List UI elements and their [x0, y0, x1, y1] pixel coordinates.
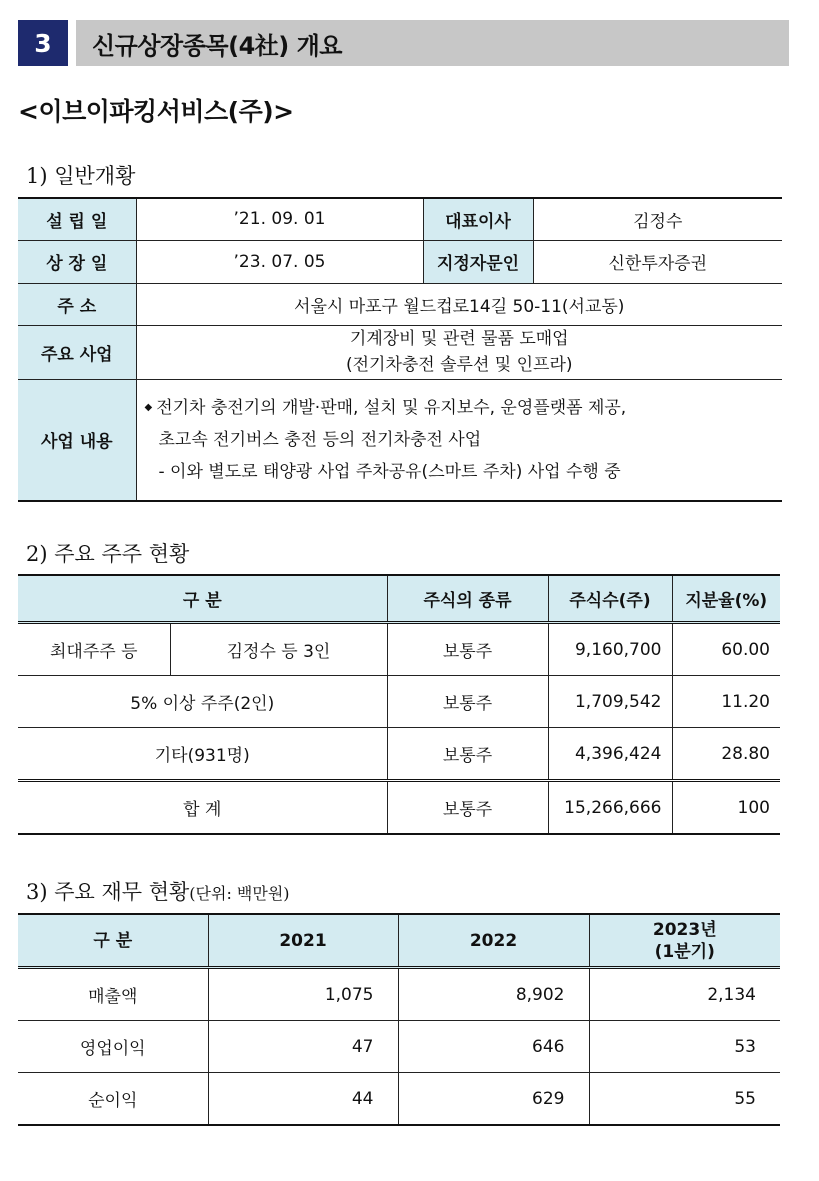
sh-header-pct: 지분율(%): [672, 575, 780, 623]
fin-2021: 44: [208, 1073, 398, 1126]
shareholders-heading: 2) 주요 주주 현황: [26, 542, 190, 566]
biz-line-3: - 이와 별도로 태양광 사업 주차공유(스마트 주차) 사업 수행 중: [158, 461, 621, 482]
ceo-value: 김정수: [533, 198, 782, 240]
total-row: [18, 781, 780, 835]
fin-item: 순이익: [18, 1073, 208, 1126]
sh-pct: 100: [672, 781, 780, 835]
financials-heading-text: 3) 주요 재무 현황: [26, 880, 190, 904]
listed-label: 상 장 일: [18, 240, 136, 283]
biz-line-2: 초고속 전기버스 충전 등의 전기차충전 사업: [158, 429, 482, 450]
sh-cat: 기타(931명): [18, 728, 387, 781]
fin-2022: 646: [398, 1021, 589, 1073]
advisor-label: 지정자문인: [423, 240, 533, 283]
sh-cat: 최대주주 등: [18, 623, 170, 676]
address-label: 주 소: [18, 283, 136, 325]
fin-2022: 629: [398, 1073, 589, 1126]
sh-type: 보통주: [387, 623, 548, 676]
sh-pct: 11.20: [672, 676, 780, 728]
established-label: 설 립 일: [18, 198, 136, 240]
financials-unit: (단위: 백만원): [189, 884, 290, 903]
section-header: [18, 20, 789, 66]
sh-header-shares: 주식수(주): [548, 575, 672, 623]
table-row: [18, 968, 780, 1021]
sh-type: 보통주: [387, 781, 548, 835]
section-number: 3: [18, 20, 68, 66]
table-row: [18, 676, 780, 728]
general-table: [18, 197, 782, 502]
general-heading: 1) 일반개황: [26, 164, 136, 188]
fin-item: 영업이익: [18, 1021, 208, 1073]
fin-2023: 2,134: [589, 968, 780, 1021]
biz-content-label: 사업 내용: [18, 379, 136, 501]
company-name: <이브이파킹서비스(주)>: [18, 97, 294, 126]
sh-shares: 4,396,424: [548, 728, 672, 781]
sh-header-category: 구 분: [18, 575, 387, 623]
shareholders-table: [18, 574, 780, 835]
financials-heading: [26, 876, 290, 906]
main-biz-line-2: (전기차충전 솔루션 및 인프라): [345, 355, 573, 375]
fin-2023: 53: [589, 1021, 780, 1073]
table-row: [18, 728, 780, 781]
biz-line-1: ◆ 전기차 충전기의 개발·판매, 설치 및 유지보수, 운영플랫폼 제공,: [144, 397, 627, 418]
bullet-icon: ◆: [144, 401, 153, 413]
sh-shares: 1,709,542: [548, 676, 672, 728]
financials-table: [18, 913, 780, 1126]
fin-header-2023: 2023년 (1분기): [589, 914, 780, 968]
table-row: [18, 1021, 780, 1073]
sh-sub: 김정수 등 3인: [170, 623, 387, 676]
main-biz-value: [136, 325, 782, 379]
advisor-value: 신한투자증권: [533, 240, 782, 283]
table-row: [18, 1073, 780, 1126]
table-row: [18, 623, 780, 676]
sh-cat: 5% 이상 주주(2인): [18, 676, 387, 728]
established-value: ’21. 09. 01: [136, 198, 423, 240]
fin-2021: 47: [208, 1021, 398, 1073]
main-biz-label: 주요 사업: [18, 325, 136, 379]
fin-item: 매출액: [18, 968, 208, 1021]
section-title: 신규상장종목(4社) 개요: [92, 31, 342, 60]
fin-2022: 8,902: [398, 968, 589, 1021]
sh-total-label: 합 계: [18, 781, 387, 835]
ceo-label: 대표이사: [423, 198, 533, 240]
fin-2021: 1,075: [208, 968, 398, 1021]
sh-type: 보통주: [387, 728, 548, 781]
fin-header-category: 구 분: [18, 914, 208, 968]
section-title-bar: [76, 20, 789, 66]
main-biz-line-1: 기계장비 및 관련 물품 도매업: [349, 329, 569, 349]
biz-content-value: [136, 379, 782, 501]
sh-shares: 9,160,700: [548, 623, 672, 676]
fin-header-2022: 2022: [398, 914, 589, 968]
sh-type: 보통주: [387, 676, 548, 728]
sh-header-type: 주식의 종류: [387, 575, 548, 623]
listed-value: ’23. 07. 05: [136, 240, 423, 283]
sh-pct: 60.00: [672, 623, 780, 676]
fin-2023: 55: [589, 1073, 780, 1126]
fin-header-2021: 2021: [208, 914, 398, 968]
sh-pct: 28.80: [672, 728, 780, 781]
address-value: 서울시 마포구 월드컵로14길 50-11(서교동): [136, 283, 782, 325]
sh-shares: 15,266,666: [548, 781, 672, 835]
